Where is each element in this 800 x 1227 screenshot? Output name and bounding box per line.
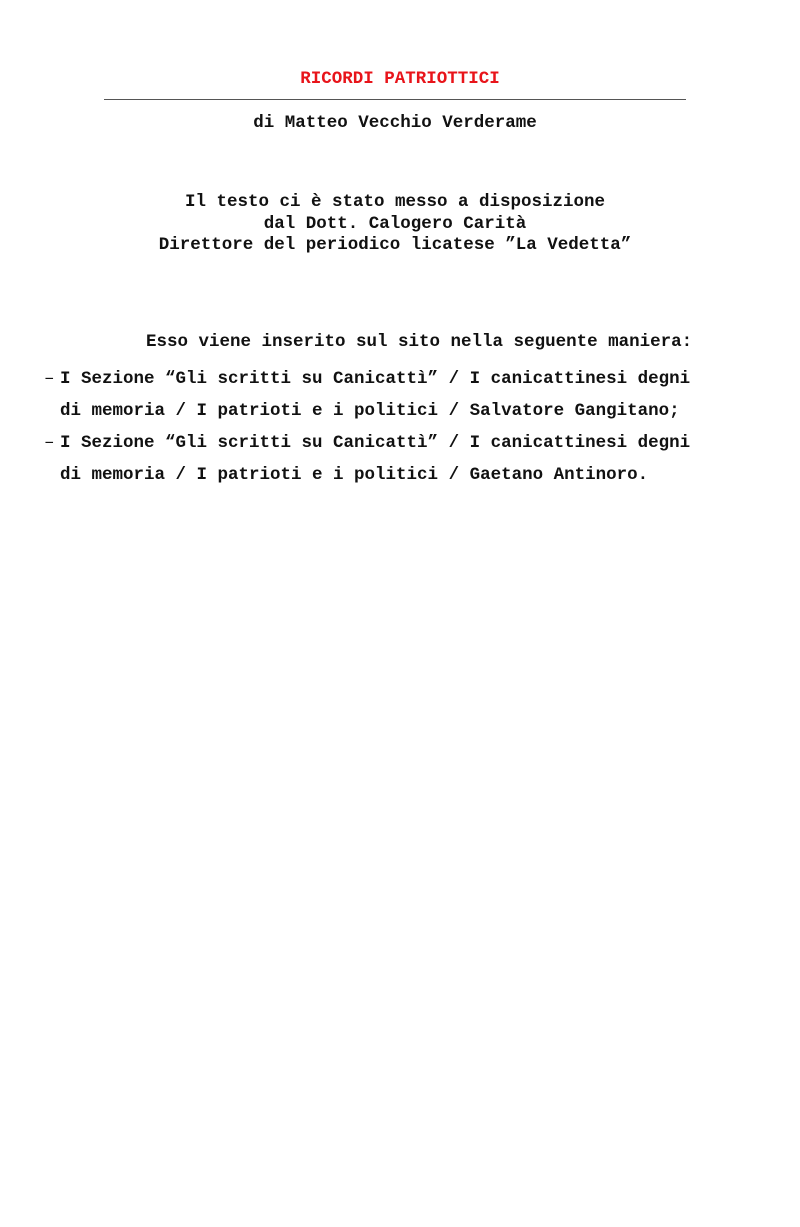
- list-item: [44, 363, 774, 427]
- list-item-line: di memoria / I patrioti e i politici / Salvatore Gangitano;: [60, 401, 680, 421]
- document-title: RICORDI PATRIOTTICI: [300, 69, 500, 89]
- list-item: [44, 427, 774, 491]
- dash-bullet: –: [44, 369, 55, 389]
- credits-block: [0, 192, 790, 257]
- list-item-line: di memoria / I patrioti e i politici / Gaetano Antinoro.: [60, 465, 649, 485]
- title-divider: [104, 99, 686, 100]
- dash-bullet: –: [44, 433, 55, 453]
- credits-line: Direttore del periodico licatese ”La Vedetta”: [158, 235, 632, 255]
- section-list: [44, 363, 774, 491]
- credits-line: Il testo ci è stato messo a disposizione: [184, 192, 606, 212]
- intro-paragraph: Esso viene inserito sul sito nella seguente maniera:: [146, 332, 693, 352]
- list-item-line: I Sezione “Gli scritti su Canicattì” / I canicattinesi degni: [60, 433, 691, 453]
- author-line: di Matteo Vecchio Verderame: [253, 113, 537, 133]
- list-item-line: I Sezione “Gli scritti su Canicattì” / I canicattinesi degni: [60, 369, 691, 389]
- credits-line: dal Dott. Calogero Carità: [263, 213, 527, 234]
